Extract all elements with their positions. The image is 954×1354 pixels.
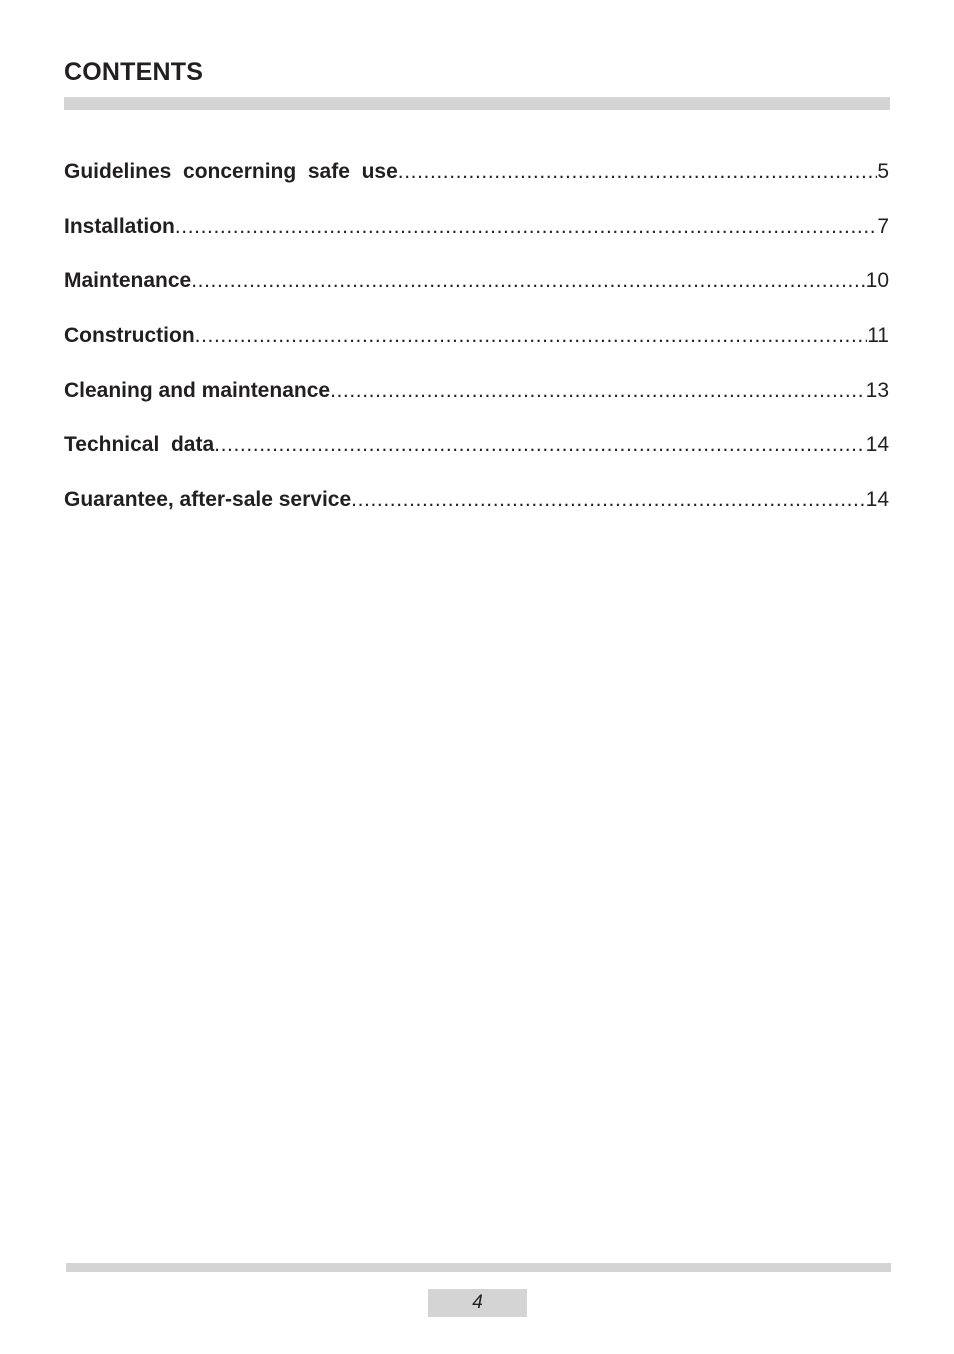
toc-entry-page: 14 bbox=[865, 433, 889, 457]
toc-entry-label: Installation bbox=[64, 214, 175, 238]
toc-dot-leader bbox=[351, 488, 865, 512]
toc-entry-safe-use[interactable] bbox=[64, 160, 889, 215]
toc-dot-leader bbox=[195, 324, 868, 348]
toc-dot-leader bbox=[214, 433, 865, 457]
toc-dot-leader bbox=[191, 269, 865, 293]
header-divider bbox=[64, 97, 890, 110]
toc-entry-construction[interactable] bbox=[64, 324, 889, 379]
toc-entry-label: Maintenance bbox=[64, 269, 192, 293]
toc-entry-page: 14 bbox=[865, 488, 889, 512]
toc-entry-page: 13 bbox=[865, 378, 889, 402]
toc-dot-leader bbox=[330, 379, 866, 403]
page-number: 4 bbox=[428, 1289, 527, 1317]
toc-entry-installation[interactable] bbox=[64, 215, 889, 270]
toc-entry-guarantee[interactable] bbox=[64, 488, 889, 543]
footer-divider bbox=[66, 1263, 891, 1272]
toc-entry-label: Cleaning and maintenance bbox=[64, 378, 331, 402]
toc-entry-technical-data[interactable] bbox=[64, 433, 889, 488]
toc-entry-page: 7 bbox=[877, 214, 889, 238]
toc-entry-label: Guidelines concerning safe use bbox=[64, 160, 398, 183]
toc-entry-page: 10 bbox=[865, 269, 889, 293]
toc-entry-maintenance[interactable] bbox=[64, 269, 889, 324]
toc-entry-label: Technical data bbox=[64, 433, 215, 457]
toc-entry-cleaning[interactable] bbox=[64, 379, 889, 434]
page-title: CONTENTS bbox=[64, 58, 204, 86]
table-of-contents bbox=[64, 160, 889, 543]
toc-dot-leader bbox=[175, 215, 877, 239]
toc-entry-page: 5 bbox=[877, 160, 889, 183]
toc-entry-label: Construction bbox=[64, 324, 195, 348]
toc-entry-label: Guarantee, after-sale service bbox=[64, 488, 352, 512]
toc-dot-leader bbox=[398, 160, 878, 184]
toc-entry-page: 11 bbox=[867, 324, 889, 348]
